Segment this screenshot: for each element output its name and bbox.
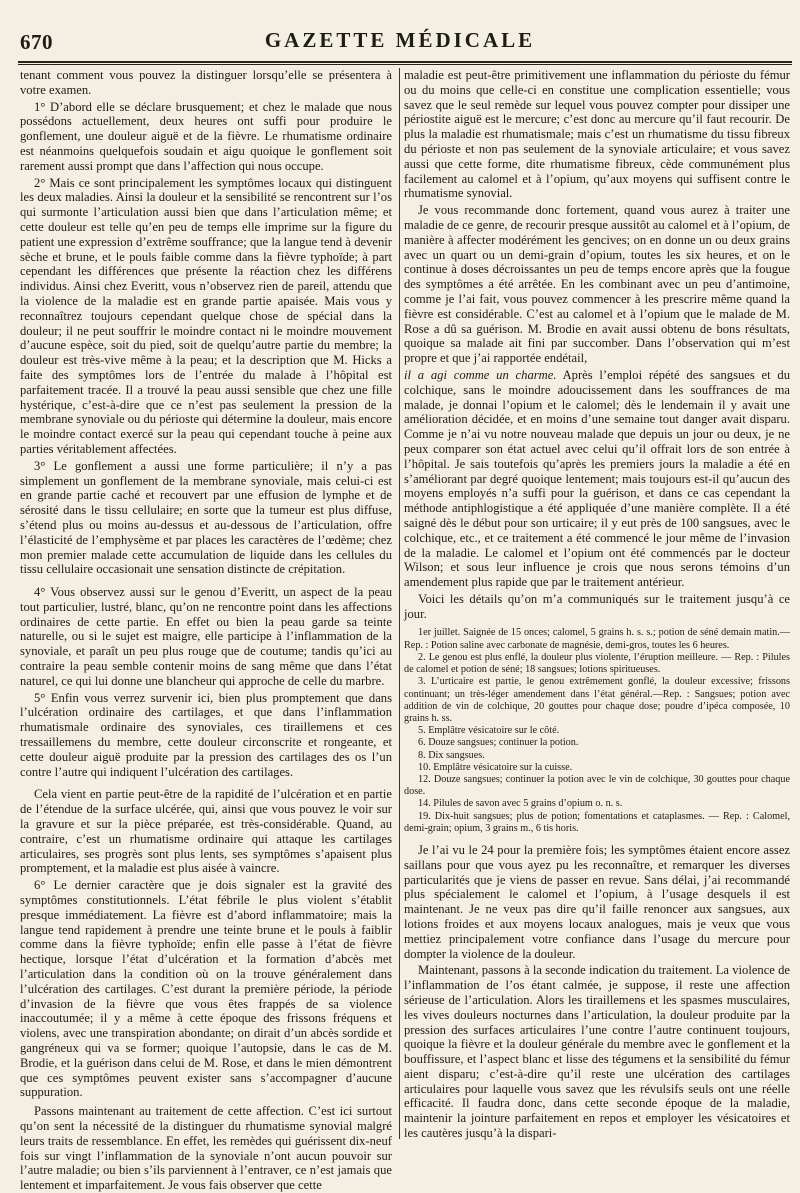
right-column (404, 68, 790, 1141)
paragraph: Je l’ai vu le 24 pour la première fois; les symptômes étaient encore assez saillans pour que vous ayez pu les reconnaître, et remarquer les diverses particularités que je viens de passer en revue. Sans délai, j’ai recommandé plus spécialement le calomel et l’opium, à l’usage desquels il est maintenant. Je ne veux pas dire qu’il faille renoncer aux sangsues, aux lotions froides et aux moyens locaux analogues, mais je veux que vous mettiez principalement votre confiance dans l’usage du mercure pour dompter la violence de la douleur. (404, 842, 790, 961)
treatment-entry: 8. Dix sangsues. (418, 749, 485, 761)
treatment-entry: 2. Le genou est plus enflé, la douleur plus violente, l’éruption meilleure. — Rep. : Pilules de calomel et potion de séné; 18 sangsues; lotions spiritueuses. (404, 651, 790, 676)
treatment-entry: 19. Dix-huit sangsues; plus de potion; fomentations et cataplasmes. — Rep. : Calomel, demi-grain; opium, 3 grains m., 6 tis horis. (404, 810, 790, 834)
paragraph: 5° Enfin vous verrez survenir ici, bien plus promptement que dans l’ulcération ordinaire des cartilages, et que dans l’inflammation rhumatismale ordinaire des synoviales, ces tiraillemens et ces tressaillemens du membre, cette douleur circonscrite et rongeante, et cette douleur aiguë produite par la pression des cartilages des os l’un contre l’autre qui indiquent l’ulcération des cartilages. (20, 690, 392, 779)
left-column (20, 68, 392, 1193)
paragraph: 1° D’abord elle se déclare brusquement; et chez le malade que nous possédons actuellement, deux heures ont suffi pour produire le gonflement, une douleur aiguë et de la fièvre. Le rhumatisme ordinaire est néanmoins quelquefois soudain et aigu quoique le gonflement soit rarement aussi prompt que dans l’affection qui nous occupe. (20, 99, 392, 173)
paragraph: 6° Le dernier caractère que je dois signaler est la gravité des symptômes constitutionnels. L’état fébrile le plus violent s’établit presque immédiatement. La fièvre est d’abord inflammatoire; mais la langue tend rapidement à prendre une teinte brune et le pouls à faiblir comme dans la fièvre typhoïde; enfin elle passe à l’état de fièvre hectique, lorsque l’état d’ulcération et la formation d’abcès met l’articulation dans la condition où on la trouve généralement dans l’ulcération des cartilages. C’est durant la première période, la période d’invasion de la fièvre que vous êtes frappés de sa violence inaccoutumée; il y a même à cette époque des frissons fréquens et violens, avec une transpiration abondante; on dirait d’un abcès sordide et gangréneux qui va se former; quoique l’autopsie, dans le cas de M. Brodie, et la guérison dans celui de M. Rose, et dans le mien démontrent que ces symptômes peuvent exister sans s’accompagner d’aucune suppuration. (20, 878, 392, 1100)
paragraph: Maintenant, passons à la seconde indication du traitement. La violence de l’inflammation de l’os étant calmée, je suppose, il reste une affection sérieuse de l’articulation. Alors les tiraillemens et les spasmes musculaires, les vives douleurs nocturnes dans l’articulation, la douleur produite par la pression des surfaces articulaires l’une contre l’autre continuent toujours, quoique la fièvre et la douleur générale du membre avec le gonflement et la bouffissure, et l’aspect blanc et lisse des tégumens et la sensibilité du fémur aient disparu; c’est-à-dire qu’il reste une ulcération des cartilages articulaires pour laquelle vous savez que les révulsifs seuls ont une réelle efficacité. Il faudra donc, dans cette seconde époque de la maladie, maintenir la jointure parfaitement en repos et employer les vésicatoires et les cautères jusqu’à la dispari- (404, 963, 790, 1141)
paragraph: tenant comment vous pouvez la distinguer lorsqu’elle se présentera à votre examen. (20, 68, 392, 97)
paragraph: 4° Vous observez aussi sur le genou d’Everitt, un aspect de la peau tout particulier, lustré, blanc, qu’on ne rencontre point dans les affections ordinaires de cette partie. En effet ou bien la peau garde sa teinte naturelle, ou si le sujet est maigre, elle participe à l’inflammation de la synoviale, et paraît un peu plus rouge que de coutume; tandis qu’ici au contraire la peau semble contenir moins de sang même que dans l’état naturel, ce qui lui donne une blancheur qui approche de celle du marbre. (20, 585, 392, 688)
paragraph: Cela vient en partie peut-être de la rapidité de l’ulcération et en partie de l’étendue de la surface ulcérée, qui, ainsi que vous pouvez le voir sur la gravure et sur la pièce préparée, est très-considérable. Quand, au contraire, c’est un rhumatisme ordinaire qui attaque les cartilages articulaires, ses progrès sont plus lents, ses symptômes s’apaisent plus promptement, et la maladie est plus aisée à vaincre. (20, 787, 392, 876)
paragraph-continuation: Après l’emploi répété des sangsues et du colchique, sans le moindre adoucissement dans les souffrances de ma malade, je donnai l’opium et le calomel; dès le lendemain il y avait une amélioration décidée, et en moins d’une semaine tout danger avait disparu. Comme je n’ai vu notre nouveau malade que depuis un jour ou deux, je ne peux comparer son état actuel avec celui qu’il offrait lors de son entrée à l’hôpital. Je sais toutefois qu’après les premiers jours la maladie a été en s’améliorant par degré quoique lentement; mais toujours est-il qu’aucun des moyens employés n’a suffi pour la guérison, et dans ce cas cependant la méthode antiphlogistique a été appliquée d’une manière complète. Il a été saigné dès le début pour son urticaire; il y eut près de 100 sangsues, avec le colchique, etc., et ce traitement a été commencé le jour même de l’invasion de la maladie. Le calomel et l’opium ont été commencés par le docteur Wilson; et sous leur influence je crois que nous serons témoins d’un amendement plus rapide que par le traitement antérieur. (404, 367, 791, 590)
italic-phrase: il a agi comme un charme. (404, 367, 557, 382)
paragraph (404, 368, 790, 590)
treatment-entry: 14. Pilules de savon avec 5 grains d’opium o. n. s. (418, 798, 623, 810)
treatment-entry: 3. L’urticaire est partie, le genou extrêmement gonflé, la douleur excessive; frissons continuant; un très-léger amendement dans l’état général.—Rep. : Sangsues; potion avec addition de vin de colchique, 20 gouttes pour chaque dose; poudre d’ipéca composée, 10 grains h. ss. (404, 676, 790, 724)
journal-title: GAZETTE MÉDICALE (264, 28, 536, 52)
header-rule-thin (18, 64, 792, 65)
treatment-entry: 5. Emplâtre vésicatoire sur le côté. (418, 725, 560, 737)
paragraph: Passons maintenant au traitement de cette affection. C’est ici surtout qu’on sent la nécessité de la distinguer du rhumatisme synovial malgré leurs traits de ressemblance. En effet, les remèdes qui guérissent dix-neuf fois sur vingt l’inflammation de la synoviale n’ont aucun pouvoir sur l’autre maladie; ou bien s’ils parviennent à l’entraver, ce n’est jamais que lentement et imparfaitement. Je vous fais observer que cette (20, 1104, 392, 1193)
treatment-log (404, 627, 790, 834)
treatment-entry: 6. Douze sangsues; continuer la potion. (418, 737, 579, 749)
page-number: 670 (20, 30, 53, 54)
column-divider (399, 68, 400, 1139)
paragraph: 2° Mais ce sont principalement les symptômes locaux qui distinguent les deux maladies. Ainsi la douleur et la sensibilité se rencontrent sur l’os qui surmonte l’articulation aussi bien que dans l’articulation même; et cette douleur est telle qu’en peu de temps elle imprime sur la figure du patient une expression d’extrême souffrance; que la langue tend à devenir sèche et brune, et le pouls faible comme dans la fièvre typhoïde; à part cependant les différences que présente la réaction chez les différens individus. Ainsi chez Everitt, vous n’observez rien de pareil, attendu que la violence de la maladie est en grande partie apaisée. Mais vous y reconnaîtrez toujours cependant quelque chose de spécial dans la douleur; il ne peut souffrir le moindre contact ni le moindre mouvement d’aucune espèce, soit du pied, soit de quelqu’autre partie du membre; la douleur est très-vive même à la peau; et la description que M. Hicks a faite des symptômes lors de l’entrée du malade à l’hôpital est parfaitement tracée. Il a trouvé la peau aussi sensible que chez une fille hystérique, c’est-à-dire que ce n’est pas seulement la pression de la membrane synoviale ou du périoste qui détermine la douleur, mais encore le moindre contact exercé sur la peau qui cependant touche à peine aux parties véritablement affectées. (20, 175, 392, 456)
paragraph: Voici les détails qu’on m’a communiqués sur le traitement jusqu’à ce jour. (404, 591, 790, 621)
paragraph: maladie est peut-être primitivement une inflammation du périoste du fémur ou du moins que celle-ci en constitue une complication essentielle; vous savez que le seul remède sur lequel vous pouvez compter pour dissiper une périostite aiguë est le mercure; c’est donc au mercure qu’il faut recourir. De plus la maladie est rhumatismale; mais c’est un rhumatisme du tissu fibreux du périoste et non pas seulement de la synoviale articulaire; et vous savez aussi que cette forme, dite rhumatisme fibreux, cède communément plus facilement au calomel et à l’opium, qu’aux moyens qui suffisent contre le rhumatisme synovial. (404, 68, 790, 201)
header-rule (18, 61, 792, 63)
treatment-entry: 10. Emplâtre vésicatoire sur la cuisse. (418, 761, 573, 773)
paragraph: 3° Le gonflement a aussi une forme particulière; il n’y a pas simplement un gonflement de la membrane synoviale, mais celui-ci est en grande partie caché et recouvert par une effusion de lymphe et de sérosité dans le tissu cellulaire; en sorte que la tumeur est plus diffuse, s’étend plus ou moins au-dessus et au-dessous de l’articulation, offre l’élasticité de l’emphysème et par places les caractères de l’œdème; chez mon premier malade cette accumulation de liquide dans les cellules du tissu cellulaire occasionait une sensation distincte de crépitation. (20, 458, 392, 577)
page-header (0, 0, 800, 60)
treatment-entry: 12. Douze sangsues; continuer la potion avec le vin de colchique, 30 gouttes pour chaque dose. (404, 773, 790, 798)
treatment-entry: 1er juillet. Saignée de 15 onces; calomel, 5 grains h. s. s.; potion de séné demain matin.— Rep. : Potion saline avec carbonate de magnésie, demi-gros, toutes les 6 heures. (404, 627, 790, 651)
paragraph: Je vous recommande donc fortement, quand vous aurez à traiter une maladie de ce genre, de recourir presque aussitôt au calomel et à l’opium, de manière à affecter modérément les gencives; on en donne un ou deux grains avec un quart ou un demi-grain d’opium, toutes les six heures, et on le continue à doses décroissantes un peu de temps encore après que la fougue des symptômes a été arrêtée. En les combinant avec un peu d’antimoine, comme je l’ai fait, vous pouvez commencer à les prescrire même quand la fièvre est considérable. C’est au calomel et à l’opium que le malade de M. Rose a dû sa guérison. M. Brodie en avait aussi obtenu de bons résultats, quoique sa malade ait fini par succomber. Dans l’observation qui m’est propre et que j’ai rapportée endétail, (404, 203, 790, 366)
